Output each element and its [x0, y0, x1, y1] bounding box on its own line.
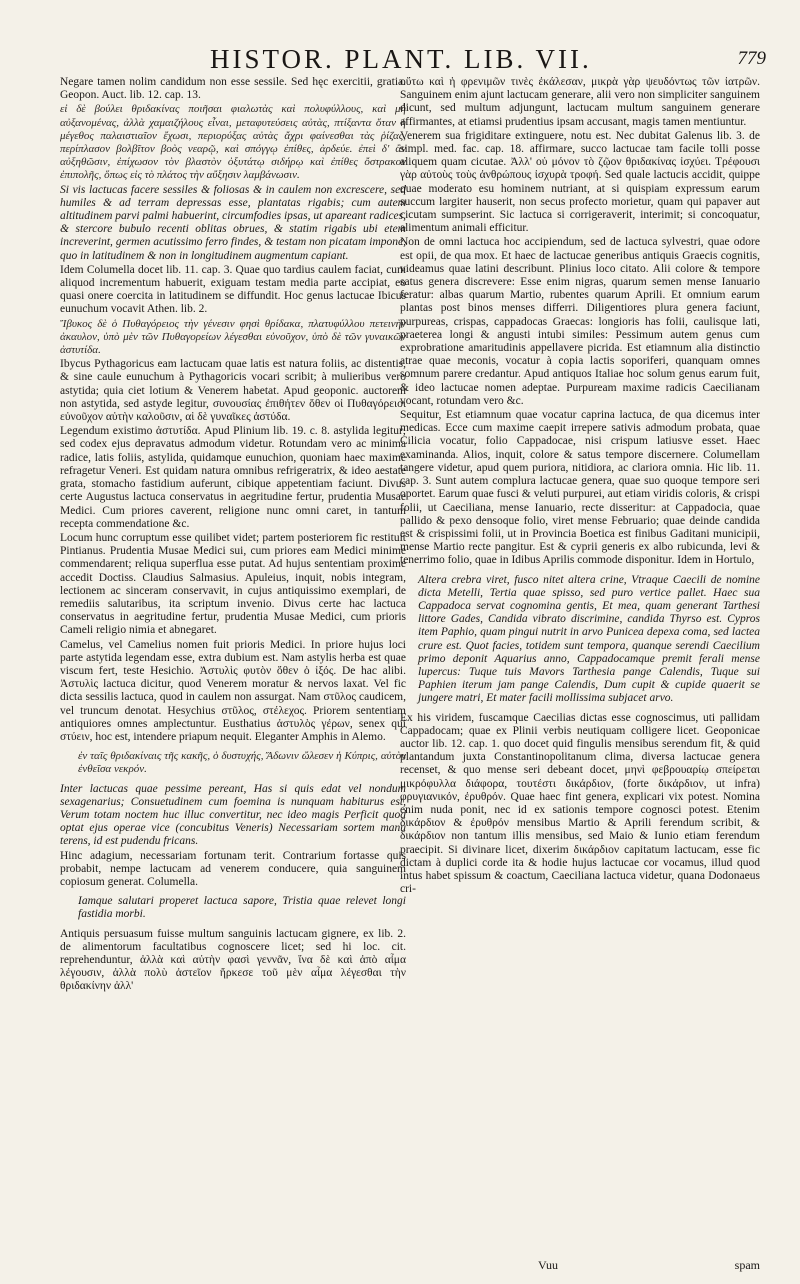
- right-column: [400, 76, 760, 1256]
- catchword: spam: [734, 1258, 760, 1272]
- greek-verse: ἐν ταῖς θριδακίναις τῆς κακῆς, ὁ δυστυχής, Ἄδωνιν ὤλεσεν ἡ Κύπρις, αὐτὸν ἐνθεῖσα νεκρόν.: [78, 750, 406, 776]
- paragraph: Ibycus Pythagoricus eam lactucam quae latis est natura foliis, ac distentis, & sine caule eunuchum à Pythagoricis vocari scribit; à mulieribus vero astytida; quia ciet lotium & Venerem habetat. Apud geoponic. auctorem non astytida, sed astyde legitur, συνουσίας ἐπιθήτεν ὅθεν οἱ Πυθαγόρειοι εὐνοῦχον αὐτὴν καλοῦσιν, αἱ δὲ γυναῖκες ἀστύδα.: [60, 358, 406, 424]
- paragraph: Camelus, vel Camelius nomen fuit prioris Medici. In priore hujus loci parte astytida legendam esse, extra dubium est. Nam astylis herba est quae viscum fert, teste Hesichio. Ἀστυλὶς φυτὸν ὅθεν ὁ ἰξός. De hac alibi. Ἀστυλὶς lactuca dicitur, quod Venerem moratur & nervos laxat. Vel fic dicta sessilis lactuca, quod in caulem non assurgat. Nam στῦλος caudicem, vel truncum denotat. Hesychius στῦλος, στέλεχος. Priorem sententiam antiquiores omnes amplectuntur. Eusthatius ἀστυλὸς γέρων, senex qui στύειν, hoc est, intendere priapum nequit. Eleganter Amphis in Alemo.: [60, 638, 406, 743]
- paragraph: Hinc adagium, necessariam fortunam terit. Contrarium fortasse quis probabit, nempe lactucam ad venerem conducere, quia sanguinem copiosum generat. Columella.: [60, 849, 406, 888]
- greek-quotation: εἰ δὲ βούλει θριδακίνας ποιῆσαι φιαλωτὰς καὶ πολυφύλλους, καὶ μὴ αὐξανομένας, ἀλλὰ χαμαιζήλους εἶναι, μεταφυτεύσεις αὐτὰς, πτίξαντα ὅταν ἡ μέγεθος παλαιστιαῖον ἔχωσι, περιορύξας αὐτὰς ἄχρι φαίνεσθαι τὰς ῥίζας, περίπλασον βολβῖτον βοὸς νεαρῷ, καὶ σπόγγῳ ἐπίθες, ἀρδεύε. ἐπεὶ δ' ἂν αὐξηθῶσιν, ἐπίχωσον τὸν βλαστὸν ὀξυτάτῳ σιδήρῳ καὶ ἐπίθες ὄστρακον ἐπιπολῆς, ὅπως εἰς τὸ πλάτος τὴν αὔξησιν λαμβάνωσιν.: [60, 103, 406, 182]
- greek-quotation: Ἴβυκος δὲ ὁ Πυθαγόρειος τὴν γένεσιν φησὶ θρίδακα, πλατυφύλλου πετεινὴν ἀκαυλον, ὑπὸ μὲν τῶν Πυθαγορείων λέγεσθαι εὐνοῦχον, ὑπὸ δὲ τῶν γυναικῶν ἀστυτίδα.: [60, 317, 406, 357]
- page-header: [60, 44, 780, 74]
- running-title: HISTOR. PLANT. LIB. VII.: [210, 44, 592, 74]
- paragraph: Antiquis persuasum fuisse multum sanguinis lactucam gignere, ex lib. 2. de alimentorum facultatibus cognoscere licet; sed hi loc. cit. reprehenduntur, ἀλλὰ καὶ αὐτὴν φασὶ γεννᾶν, ἵνα δὲ καὶ ἀπὸ αἷμα λέγουσιν, ἀλλὰ πολὺ ἀστεῖον ἤρκεσε τοῦ μὲν αἷμα λέγεσθαι τὴν θριδακίνην ἀλλ': [60, 927, 406, 993]
- paragraph: Negare tamen nolim candidum non esse sessile. Sed hęc exercitii, gratia. Geopon. Auct. lib. 12. cap. 13.: [60, 76, 406, 102]
- paragraph: Legendum existimo ἀστυτίδα. Apud Plinium lib. 19. c. 8. astylida legitur; sed codex ejus depravatus admodum videtur. Rotundam vero ac minima radice, latis foliis, astylida, quidamque eunuchion, quoniam haec maxime refragetur Veneri. Est quidam natura omnibus refrigeratrix, & ideo aestate grata, stomacho fastidium auferunt, cibique appetentiam faciunt. Divus certe Augustus lactuca conservatus in aegritudine fertur, prudentia Musae Medici. Cum priores caverent, religione nunc omni caret, in tantum recepta commendatione &c.: [60, 425, 406, 530]
- verse-translation: Inter lactucas quae pessime pereant, Has si quis edat vel nondum sexagenarius; Consuetudinem cum foemina is nunquam habiturus est, Verum totam noctem huc illuc convertitur, nec ideo magis Perficit quod optat ejus operae vice (concubitus Veneris) Necessariam sortem manu terens, id est pudendu fricans.: [60, 782, 406, 848]
- paragraph: Sequitur, Est etiamnum quae vocatur caprina lactuca, de qua dicemus inter medicas. Ecce cum maxime caepit irrepere sativis admodum probata, quae Cilicia vocatur, folio Cappadocae, nisi crispum latiusve esset. Haec examinanda. Alios, inquit, colore & satus tempore discernere. Columellam tangere videtur, apud quem puriora, nitidiora, ac clariora omnia. Hic lib. 11. cap. 3. Sunt autem complura lactucae genera, quae suo quoque tempore seri oportet. Earum quae fusci & veluti purpurei, aut etiam viridis coloris, & crispi folii, ut Caeciliana, mense Ianuario, recte disseritur: at Cappadocia, quae pallido & pexo densoque folio, viret mense Februario; quae deinde candida est & crispissimi folii, ut in Provincia Boetica est finibus Gaditani municipii, mense Martio recte pangitur. Est & cyprii generis ex albo rubicunda, levi & tenerrimo folio, quae in Idibus Aprilis commode disponitur. Idem in Hortulo,: [400, 409, 760, 567]
- page-footer: [400, 1258, 760, 1278]
- page-number: 779: [737, 48, 766, 69]
- paragraph: Si vis lactucas facere sessiles & foliosas & in caulem non excrescere, sed humiles & ad terram depressas esse, plantatas rigabis; cum autem altitudinem parvi palmi habuerint, circumfodies ipsas, ut apareant radices, & stercore bubulo recenti oblitas obrues, & statim rigabis ubi etem increverint, germen acutissimo ferro findes, & testam non picatam impone, quo in latitudinem & non in longitudinem augmentum capiant.: [60, 183, 406, 262]
- paragraph: Locum hunc corruptum esse quilibet videt; partem posteriorem fic restituit Pintianus. Prudentia Musae Medici sui, cum priores eam Medici minime commendarent; reliqua superflua esse putat. Ad hujus sententiam proxime accedit Doctiss. Claudius Salmasius. Apuleius, inquit, nobis integram, lectionem ac sinceram conservavit, in cujus antiquissimo exemplari, de remediis salutaribus, ita scriptum invenio. Divus certe hac lactuca conservatus in aegritudine fertur, prudentia Musae Medici, cum prioris Cameli religio nimia et abnegaret.: [60, 531, 406, 637]
- left-column: [60, 76, 406, 1256]
- signature-mark: Vuu: [538, 1258, 558, 1272]
- columella-verse: Iamque salutari properet lactuca sapore, Tristia quae relevet longi fastidia morbi.: [78, 895, 406, 921]
- hortulus-verse: Altera crebra viret, fusco nitet altera crine, Vtraque Caecili de nomine dicta Metelli, Tertia quae spisso, sed puro vertice pallet. Haec sua Cappadoca servat cognomina gentis, Et mea, quam generant Tarthesi littore Gades, Candida vibrato discrimine, candida Thyrso est. Cypros item Paphio, quam pingui nutrit in arvo Punicea depexa coma, sed lactea crure est. Quot facies, totidem sunt tempora, quanque serendi Caecilium primo deponit Aquarius anno, Cappadocamque premit ferali mense lupercus: Tuque tuis Mavors Tarthesia pange Calendis, Tuque sui Paphien iterum jam pange Calendis, Dum cupit & cupide quaerit se jungere matri, Et mater facili mollissima subjacet arvo.: [418, 573, 760, 705]
- paragraph: Non de omni lactuca hoc accipiendum, sed de lactuca sylvestri, quae odore est opii, de qua mox. Et haec de lactucae generibus antiquis Graecis cognitis, videamus quae latini describunt. Plinius loco citato. Alii colore & tempore satus genera discrevere: Esse enim nigras, quarum semen mense Ianuario feratur: albas quarum Martio, rubentes quarum Aprili. Et omnium earum plantas post binos menses differri. Diligentiores plura genera faciunt, purpureas, crispas, cappadocas Graecas: longioris has folii, caulisque lati, praeterea longi & angusti intubi similes: Pessimum autem genus cum exprobratione amaritudinis appellavere picrida. Est etiamnum alia distinctio atrae quae meconis, vocatur à copia lactis soporiferi, quanquam omnes somnum parere credantur. Apud antiquos Italiae hoc solum genus earum fuit, & ideo lactucae nomen adeptae. Purpuream maxime radicis Caecilianam vocant, rotundam vero &c.: [400, 236, 760, 407]
- paragraph: Ex his viridem, fuscamque Caecilias dictas esse cognoscimus, uti pallidam Cappadocam; quae ex Plinii verbis neutiquam colligere licet. Geoponicae auctor lib. 12. cap. 1. quo docet quid fingulis mensibus serendum fit, & quid plantandum juxta Constantinopolitanum clima, diversa lactucae genera recenset, & quo mense seri debeant docet, μηνὶ φεβρουαρίῳ σπείρεται μικρόφυλλα διάφορα, τουτέστι δικάρδιον, (forte δικάρδιον, ut infra) φρυγιανικόν, ἐρυθρόν. Quae haec fint genera, explicari vix potest. Nomina enim nuda ponit, nec id ex sationis tempore cognosci potest. Etenim δικάρδιον & ἐρυθρόν mensibus Martio & Aprili ferendum scribit, & δικάρδιον non tantum illis mensibus, sed Maio & Iunio etiam ferendum praecipit. Si divinare licet, dixerim δικάρδιον capitatum lactucam, esse fic dictam à duplici corde ita & hodie hujus lactucae cor vocamus, illud quod intus habet spissum & coactum, Caeciliana lactuca videtur, quana Dodonaeus cri-: [400, 711, 760, 896]
- paragraph: Venerem sua frigiditare extinguere, notu est. Nec dubitat Galenus lib. 3. de simpl. med. fac. cap. 18. affirmare, succo lactucae tam facile tolli posse aliquem quam cicutae. Ἀλλ' οὐ μόνον τὸ ζῷον θριδακίνας ἰσχύει. Τρέφουσι γὰρ αὐτοὺς τοὺς ἀνθρώπους ἰσχυρὰ τροφή. Sed quale lactucis accidit, quippe quae moderato esu hominem nutriant, at si quispiam expressum earum succum largiter hauserit, non secus profecto morietur, quam qui papaver aut cicutam sumpserint. Sic lactuca si corrigeraverit, interimit; si concoquatur, alimentum animali efficitur.: [400, 129, 760, 235]
- paragraph: οὕτω καὶ ἡ φρενιμῶν τινὲς ἐκάλεσαν, μικρὰ γὰρ ψευδόντως τῶν ἰατρῶν. Sanguinem enim ajunt lactucam generare, alii vero non simpliciter sanguinem dicunt, sed multum adjungunt, lactucam multum sanguinem generare affirmantes, at etiamsi prudentius ipsam accusant, magis tamen mentiuntur.: [400, 76, 760, 128]
- paragraph: Idem Columella docet lib. 11. cap. 3. Quae quo tardius caulem faciat, cum aliquod incrementum habuerit, exiguam testam media parte accipiat, eo quasi onere coercita in latitudinem se diffundit. Hoc genus lactucae Ibicus eunuchum vocavit Athen. lib. 2.: [60, 263, 406, 316]
